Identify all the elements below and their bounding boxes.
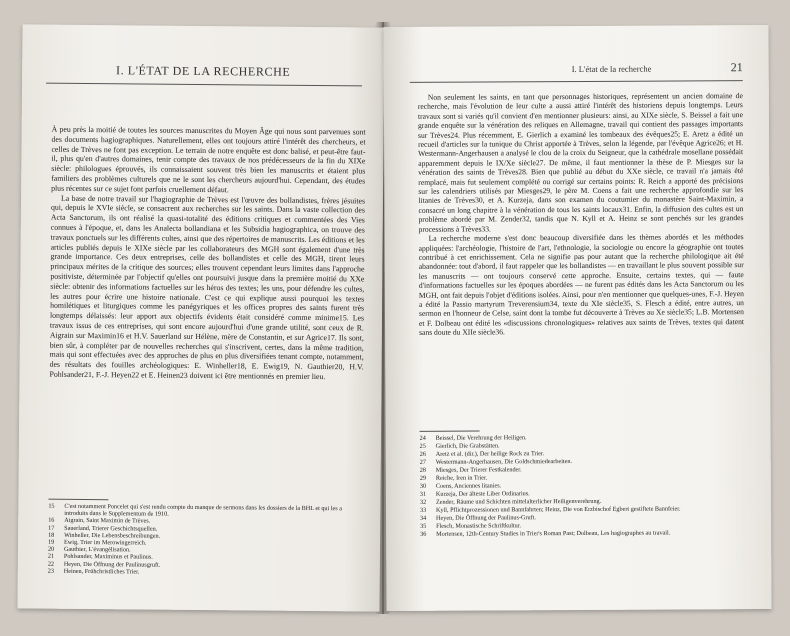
footnote-rule [48, 499, 108, 501]
footnote: 22 Heyen, Die Öffnung der Paulinusgruft. [47, 560, 161, 569]
right-body-text [418, 91, 744, 337]
footnote: 35 Flesch, Monastische Schriftkultur. [420, 522, 522, 530]
footnote: 29 Reiche, Iren in Trier. [419, 474, 488, 482]
right-page [383, 25, 771, 611]
right-footnotes [420, 433, 746, 539]
footnote: 19 Ewig, Trier im Merowingerreich. [48, 538, 147, 547]
footnote: 15 C'est notamment Poncelet qui s'est rendu compte du manque de sermons dans les dossiers de la BHL et qui les a introduits dans le Supplementum de 1910. [48, 502, 343, 518]
paragraph: La recherche moderne s'est donc beaucoup diversifiée dans les thèmes abordés et les méthodes appliquées: l'archéologie, l'histoire de l'art, l'ethnologie, la sociologie ou encore la géographie ont toutes contribué à cet enrichissement. Cela ne signifie pas pour autant que la recherche philologique ait été abandonnée: tout d'abord, il faut rappeler que les bollandistes — en travaillant le plus souvent possible sur les manuscrits — ont toujours conservé cette approche. Ensuite, certains textes, qui — faute d'informations factuelles sur les époques abordées — ne furent pas édités dans les Acta Sanctorum ou les MGH, ont fait depuis l'objet d'éditions isolées. Ainsi, pour n'en mentionner que quelques-unes, F.-J. Heyen a édité la Passio martyrum Treverensium34, texte du XIe siècle35, S. Flesch a édité, entre autres, un sermon en l'honneur de Celse, saint dont la tombe fut découverte à Trèves au Xe siècle35; L.B. Mortensen et F. Dolbeau ont édité les «discussions chronologiques» relatives aux saints de Trèves, textes qui datent sans doute du XIIe siècle36. [418, 232, 745, 337]
footnote: 25 Gierlich, Die Grabstätten. [419, 442, 500, 450]
paragraph: La base de notre travail sur l'hagiographie de Trèves est l'œuvre des bollandistes, frères jésuites qui, depuis le XVIe siècle, se consacrent aux recherches sur les saints. Dans la vaste collection des Acta Sanctorum, ils ont réalisé la quasi-totalité des éditions critiques et commentées des Vies connues à l'époque, et, dans les Analecta bollandiana et les Subsidia hagiographica, on trouve des travaux ponctuels sur les différents cultes, ainsi que des répertoires de manuscrits. Les éditions et les articles publiés depuis le XIXe siècle par les collaborateurs des MGH sont également d'une très grande importance. Ces deux entreprises, celle des bollandistes et celle des MGH, tirent leurs principaux mérites de la critique des sources; elles trouvent cependant leurs limites dans l'approche positiviste, déterminée par l'objectif qu'elles ont poursuivi jusque dans la première moitié du XXe siècle: obtenir des informations factuelles sur les héros des textes; les uns, pour défendre les cultes, les autres pour écrire une histoire nationale. C'est ce qui explique aussi pourquoi les textes homilétiques et liturgiques comme les panégyriques et les offices propres des saints furent très longtemps délaissés: leur apport aux objectifs évidents était considéré comme minime15. Les travaux issus de ces entreprises, qui sont encore aujourd'hui d'une grande utilité, sont ceux de R. Aigrain sur Maximin16 et H.V. Sauerland sur Hélène, mère de Constantin, et sur Agrice17. Ils sont, bien sûr, à compléter par de nouvelles recherches qui s'inscrivent, certes, dans la même tradition, mais qui sont effectuées avec des approches de plus en plus diversifiées tenant compte, notamment, des résultats des fouilles archéologiques: E. Winheller18, E. Ewig19, N. Gauthier20, H.V. Pohlsander21, F.-J. Heyen22 et E. Heinen23 doivent ici être mentionnés en premier lieu. [49, 193, 366, 382]
left-page [17, 24, 384, 611]
footnote: 36 Mortensen, 12th-Century Studies in Trier's Roman Past; Dolbeau, Les hagiographes au travail. [420, 529, 671, 538]
left-body-text [49, 125, 365, 382]
chapter-title: I. L'ÉTAT DE LA RECHERCHE [115, 63, 291, 79]
footnote-rule [420, 431, 480, 432]
running-header [410, 60, 743, 81]
header-rule [46, 83, 362, 87]
footnote: 26 Aretz et al. (dir.), Der heilige Rock zu Trier. [419, 450, 545, 458]
footnote: 23 Heinen, Frühchristliches Trier. [47, 567, 140, 576]
footnote: 24 Beissel, Die Verehrung der Heiligen. [419, 434, 527, 442]
footnote: 16 Aigrain, Saint Maximin de Trèves. [48, 517, 151, 525]
footnote: 34 Heyen, Die Öffnung der Paulinus-Gruft. [420, 514, 536, 522]
left-footnotes [48, 503, 365, 578]
paragraph: Non seulement les saints, en tant que personnages historiques, représentent un ancien domaine de recherche, mais l'évolution de leur culte a aussi attiré l'intérêt des historiens depuis longtemps. Leurs travaux sont si variés qu'il convient d'en mentionner plusieurs: ainsi, au XIXe siècle, S. Beissel a fait une grande enquête sur la vénération des reliques en Allemagne, travail qui contient des passages importants sur Trèves24. Plus récemment, E. Gierlich a examiné les tombeaux des évêques25; E. Aretz a édité un recueil d'articles sur la tunique du Christ apportée à Trèves, selon la légende, par l'évêque Agrice26; et H. Westermann-Angerhausen a analysé le clou de la croix du Seigneur, que la cathédrale mosellane possédait apparemment depuis le IX/Xe siècle27. De même, il faut mentionner la thèse de P. Miesges sur la vénération des saints de Trèves28. Bien que publié au début du XXe siècle, ce travail n'a jamais été remplacé, mais fut seulement complété ou corrigé sur certains points: R. Reich a apporté des précisions sur les calendriers utilisés par Miesges29, le père M. Coens a fait une recherche approfondie sur les litanies de Trèves30, et A. Kurzeja, dans son examen du coutumier du monastère Saint-Maximin, a consacré un long chapitre à la vénération de tous les saints locaux31. Enfin, la diffusion des cultes est un problème abordé par M. Zender32, tandis que N. Kyll et A. Heinz se sont penchés sur les grandes processions à Trèves33. [417, 91, 744, 234]
footnote: 17 Sauerland, Trierer Geschichtsquellen. [48, 524, 158, 533]
running-title: I. L'état de la recherche [571, 63, 652, 75]
footnote: 20 Gauthier, L'évangélisation. [47, 545, 131, 554]
paragraph: À peu près la moitié de toutes les sources manuscrites du Moyen Âge qui nous sont parvenues sont des documents hagiographiques. Naturellement, elles ont toujours attiré l'intérêt des chercheurs, et celles de Trèves ne font pas exception. Le terrain de notre enquête est donc balisé, et peut-être faut-il, plus qu'en d'autres domaines, tenir compte des travaux de nos prédécesseurs de la fin du XIXe siècle: philologues éprouvés, ils connaissaient souvent très bien les manuscrits et étaient plus familiers des problèmes culturels que ne le sont les chercheurs aujourd'hui. Cependant, des études plus récentes sur ce sujet font parfois cruellement défaut. [51, 124, 366, 195]
footnote: 28 Miesges, Der Trierer Festkalender. [419, 466, 522, 474]
footnote: 30 Coens, Anciennes litanies. [419, 482, 502, 490]
footnote: 32 Zender, Räume und Schichten mittelalterlicher Heiligenverehrung. [419, 497, 602, 506]
footnote: 31 Kurzeja, Der älteste Liber Ordinarius. [419, 490, 530, 498]
footnote: 21 Pohlsander, Maximinus et Paulinus. [47, 553, 153, 562]
page-number: 21 [730, 60, 743, 75]
footnote: 33 Kyll, Pflichtprozessionen und Bannfahrten; Heinz, Die von Erzbischof Egbert gestiftete Bannfeier. [419, 505, 681, 514]
footnote: 27 Westermann-Angerhausen, Die Goldschmiedearbeiten. [419, 458, 573, 466]
footnote: 18 Winheller, Die Lebensbeschreibungen. [48, 531, 161, 540]
